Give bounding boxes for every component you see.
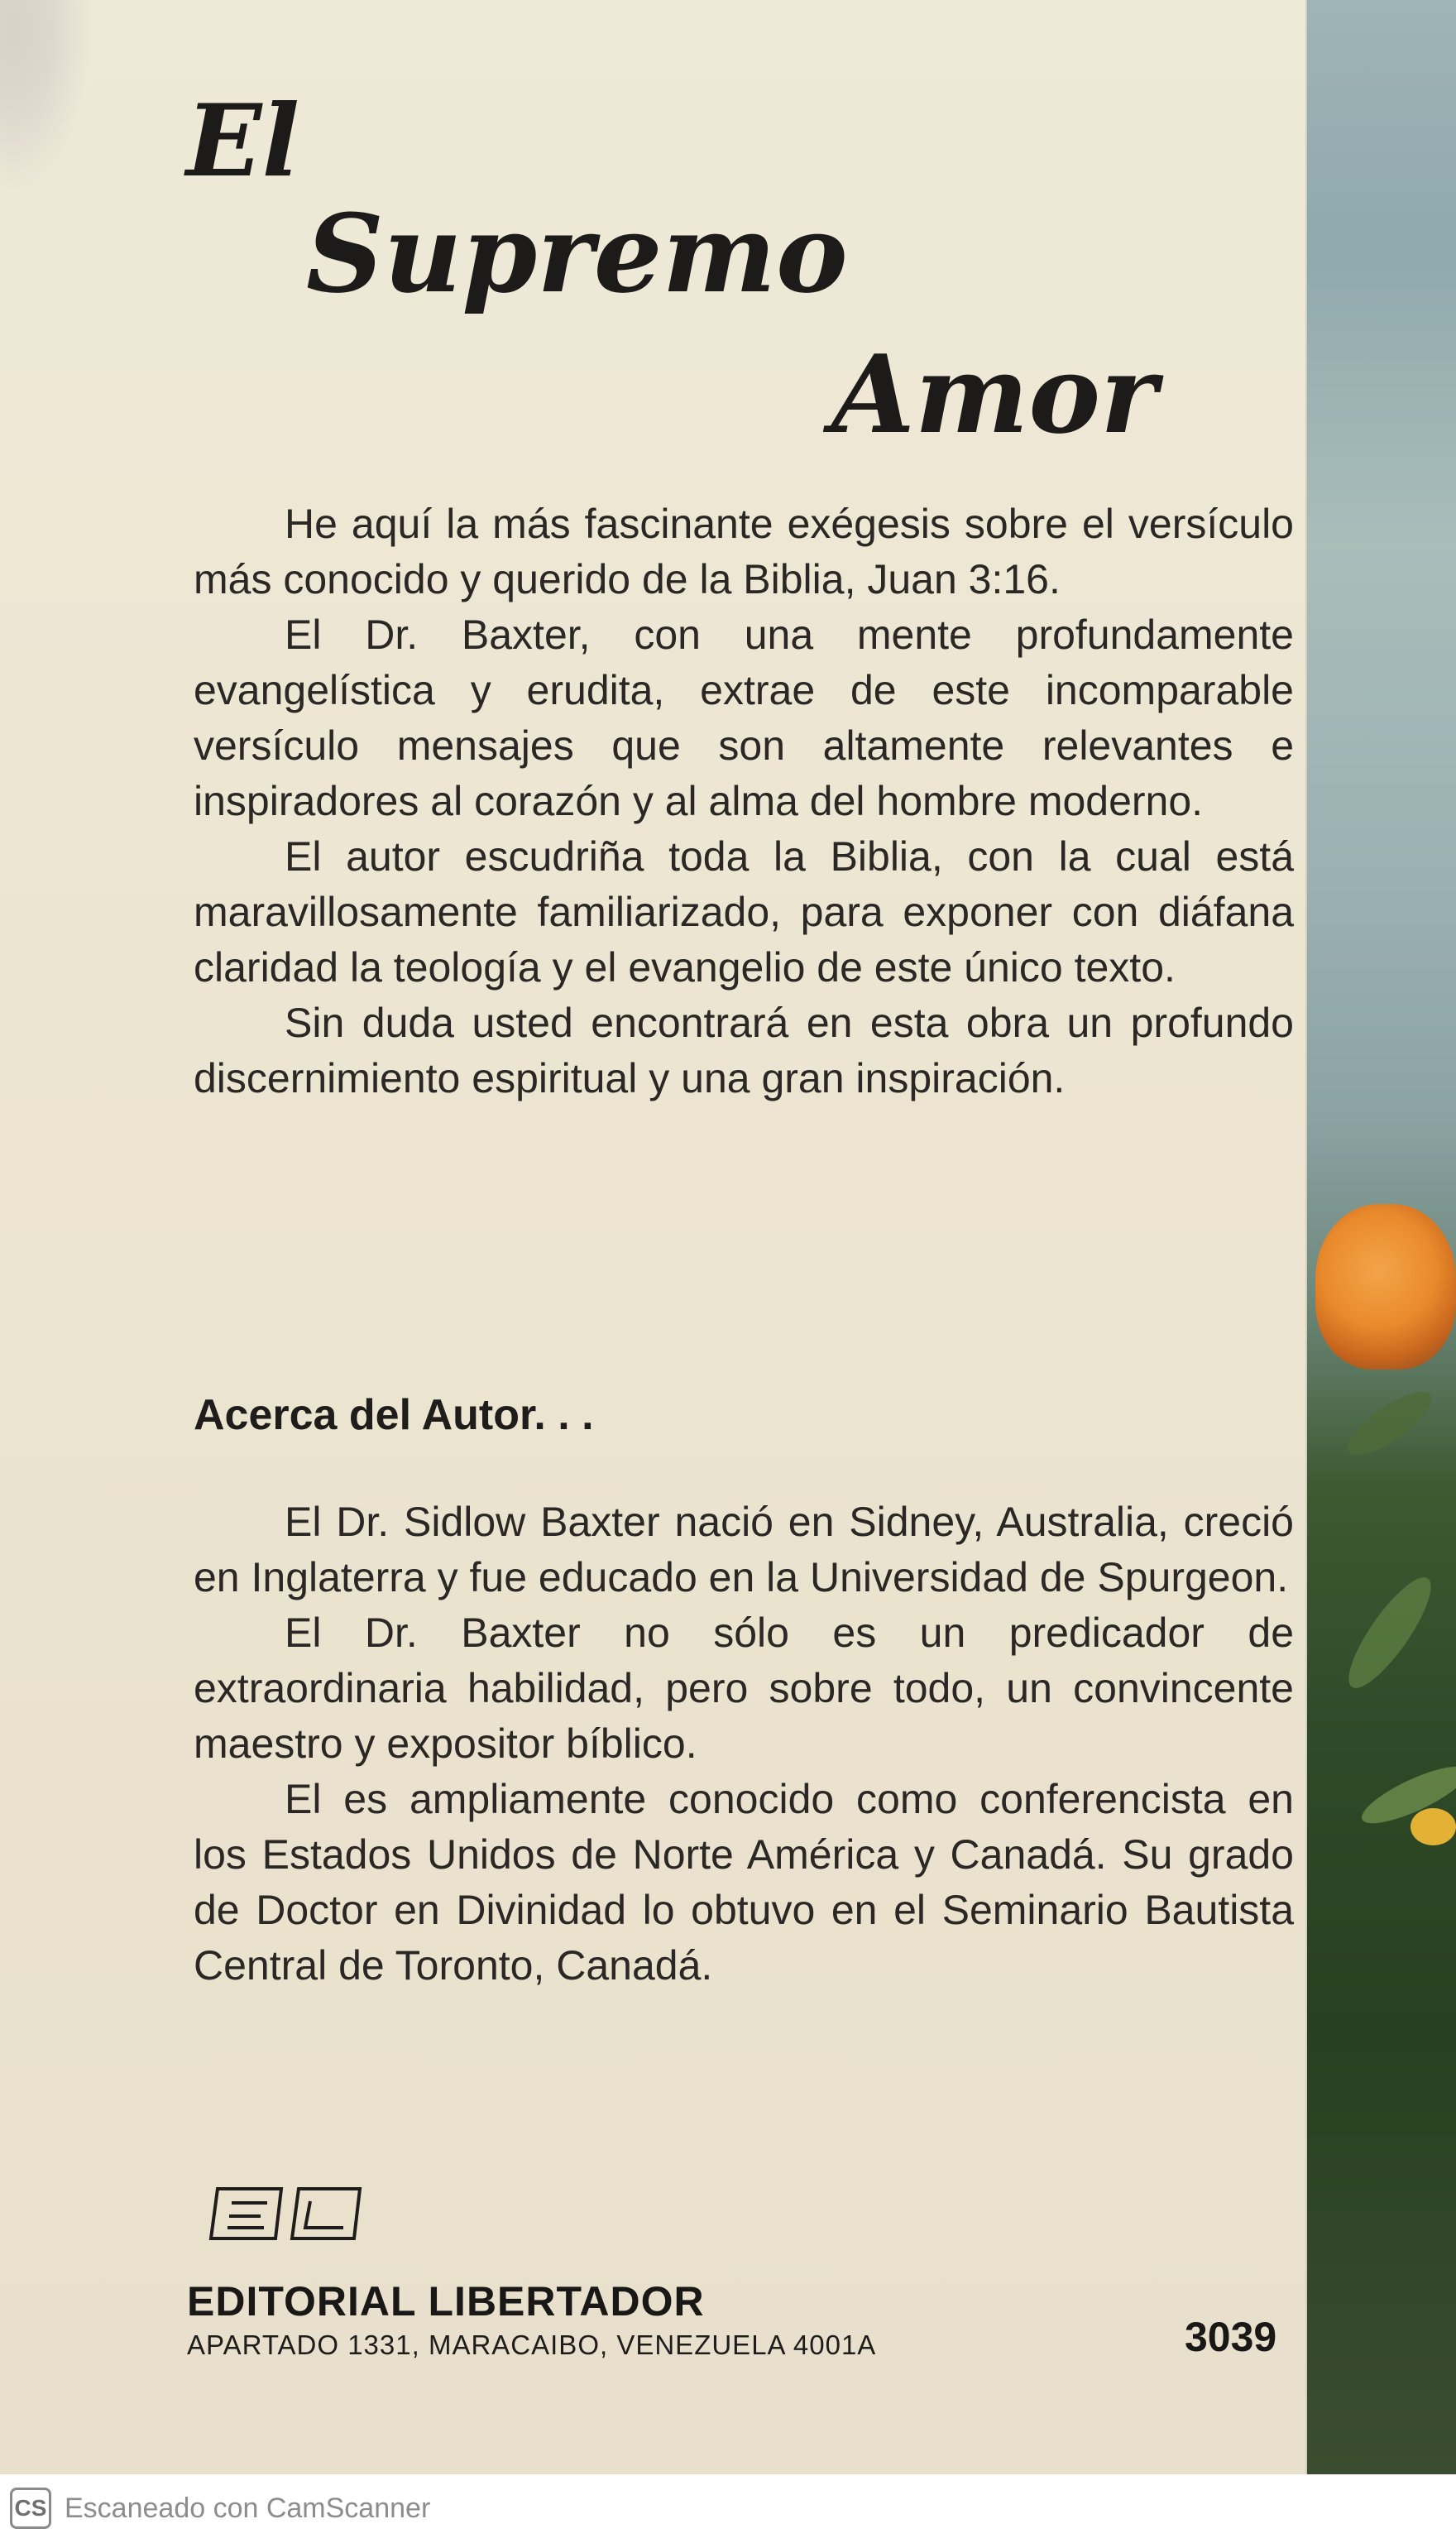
description-paragraph: El Dr. Baxter, con una mente profundamente evangelística y erudita, extrae de este incomparable versículo mensajes que son altamente relevantes e inspiradores al corazón y al alma del hombre moderno. <box>194 612 1294 824</box>
title-line-1: El <box>186 83 300 199</box>
scanner-footer <box>0 2474 1456 2543</box>
about-author-text <box>194 1495 1294 1994</box>
book-title <box>186 83 1303 480</box>
title-line-3: Amor <box>831 331 1157 458</box>
description-paragraph: He aquí la más fascinante exégesis sobre el versículo más conocido y querido de la Biblia, Juan 3:16. <box>194 501 1294 602</box>
title-line-2: Supremo <box>306 190 848 317</box>
publisher-logo <box>203 2176 368 2255</box>
scanner-watermark-text: Escaneado con CamScanner <box>65 2493 431 2524</box>
orange-flower-image <box>1315 1204 1456 1370</box>
publisher-name: EDITORIAL LIBERTADOR <box>187 2278 705 2325</box>
worn-corner <box>0 0 91 190</box>
catalog-number: 3039 <box>1185 2314 1277 2360</box>
author-paragraph: El Dr. Baxter no sólo es un predicador de extraordinaria habilidad, pero sobre todo, un convincente maestro y expositor bíblico. <box>194 1610 1294 1767</box>
about-author-heading: Acerca del Autor. . . <box>194 1391 594 1439</box>
book-description <box>194 497 1294 1106</box>
author-paragraph: El es ampliamente conocido como conferencista en los Estados Unidos de Norte América y Canadá. Su grado de Doctor en Divinidad lo obtuvo en el Seminario Bautista Central de Toronto, Canadá. <box>194 1776 1294 1989</box>
description-paragraph: El autor escudriña toda la Biblia, con la cual está maravillosamente familiarizado, para exponer con diáfana claridad la teología y el evangelio de este único texto. <box>194 833 1294 991</box>
description-paragraph: Sin duda usted encontrará en esta obra un profundo discernimiento espiritual y una gran inspiración. <box>194 1000 1294 1101</box>
yellow-flower-image <box>1410 1808 1456 1845</box>
author-paragraph: El Dr. Sidlow Baxter nació en Sidney, Australia, creció en Inglaterra y fue educado en la Universidad de Spurgeon. <box>194 1499 1294 1600</box>
camscanner-icon: CS <box>10 2488 51 2529</box>
publisher-address: APARTADO 1331, MARACAIBO, VENEZUELA 4001A <box>187 2329 877 2360</box>
